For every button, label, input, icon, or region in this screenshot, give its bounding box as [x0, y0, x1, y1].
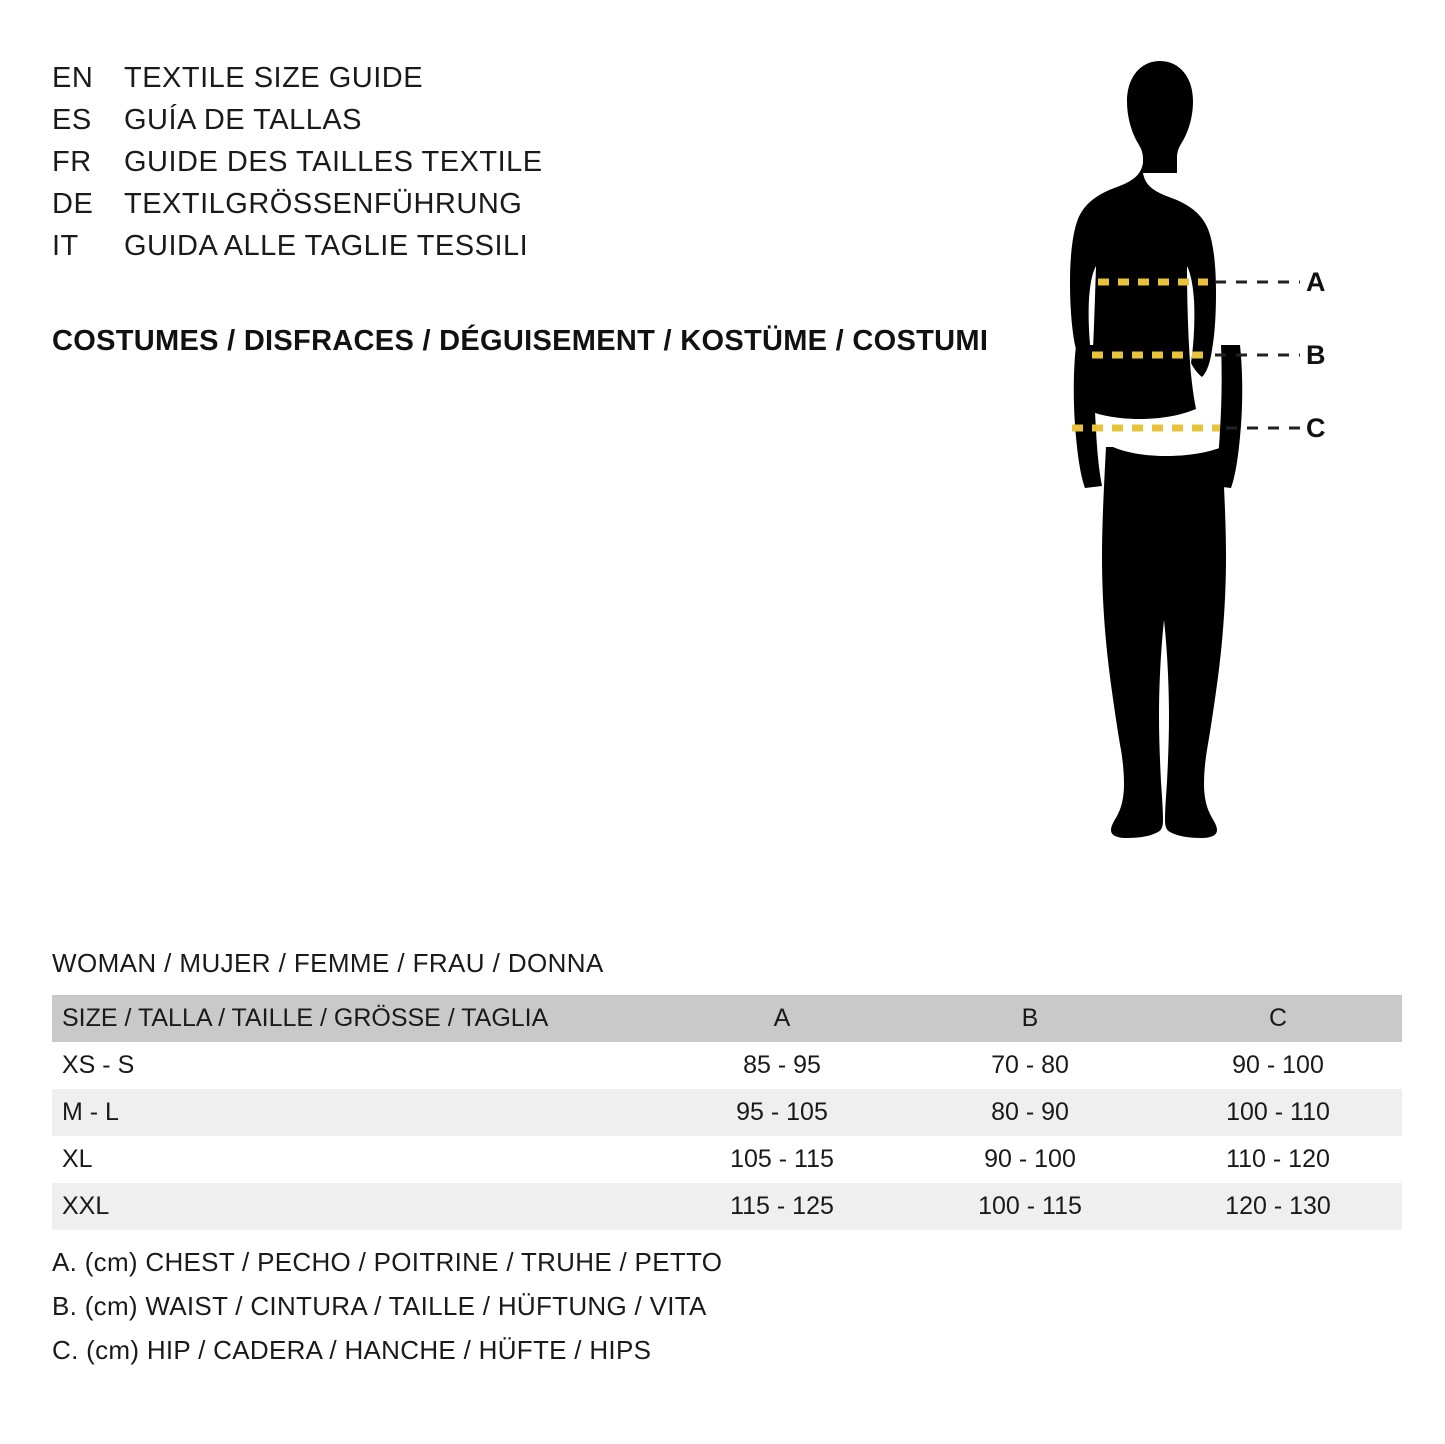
- language-title: TEXTILE SIZE GUIDE: [124, 62, 424, 94]
- language-code: IT: [52, 230, 79, 262]
- language-row: [52, 104, 1032, 146]
- cell-c: 90 - 100: [1154, 1042, 1402, 1089]
- language-code: EN: [52, 62, 94, 94]
- cell-size: XL: [52, 1136, 658, 1183]
- language-title-block: [52, 62, 1032, 272]
- cell-size: XXL: [52, 1183, 658, 1230]
- legend-line-b: B. (cm) WAIST / CINTURA / TAILLE / HÜFTUNG / VITA: [52, 1291, 707, 1321]
- cell-a: 95 - 105: [658, 1089, 906, 1136]
- woman-silhouette-icon: [1010, 55, 1410, 895]
- language-title: GUIDE DES TAILLES TEXTILE: [124, 146, 543, 178]
- language-title: GUIDA ALLE TAGLIE TESSILI: [124, 230, 529, 262]
- table-row: [52, 1136, 1402, 1183]
- cell-c: 110 - 120: [1154, 1136, 1402, 1183]
- cell-a: 105 - 115: [658, 1136, 906, 1183]
- language-code: DE: [52, 188, 94, 220]
- language-row: [52, 62, 1032, 104]
- cell-b: 70 - 80: [906, 1042, 1154, 1089]
- language-title: TEXTILGRÖSSENFÜHRUNG: [124, 188, 523, 220]
- marker-label-a: A: [1306, 267, 1326, 297]
- cell-size: M - L: [52, 1089, 658, 1136]
- size-table: [52, 995, 1402, 1230]
- measurement-legend: [52, 1240, 722, 1372]
- language-row: [52, 230, 1032, 272]
- language-code: FR: [52, 146, 92, 178]
- cell-b: 90 - 100: [906, 1136, 1154, 1183]
- cell-c: 120 - 130: [1154, 1183, 1402, 1230]
- language-row: [52, 146, 1032, 188]
- cell-b: 100 - 115: [906, 1183, 1154, 1230]
- language-title: GUÍA DE TALLAS: [124, 104, 363, 136]
- marker-label-c: C: [1306, 413, 1326, 443]
- cell-a: 85 - 95: [658, 1042, 906, 1089]
- table-caption: WOMAN / MUJER / FEMME / FRAU / DONNA: [52, 948, 604, 978]
- cell-b: 80 - 90: [906, 1089, 1154, 1136]
- table-header-size: SIZE / TALLA / TAILLE / GRÖSSE / TAGLIA: [52, 995, 658, 1042]
- table-row: [52, 1183, 1402, 1230]
- table-header-row: [52, 995, 1402, 1042]
- cell-size: XS - S: [52, 1042, 658, 1089]
- cell-c: 100 - 110: [1154, 1089, 1402, 1136]
- language-row: [52, 188, 1032, 230]
- table-header-c: C: [1154, 995, 1402, 1042]
- table-header-a: A: [658, 995, 906, 1042]
- table-row: [52, 1089, 1402, 1136]
- cell-a: 115 - 125: [658, 1183, 906, 1230]
- legend-line-c: C. (cm) HIP / CADERA / HANCHE / HÜFTE / HIPS: [52, 1335, 652, 1365]
- table-row: [52, 1042, 1402, 1089]
- table-header-b: B: [906, 995, 1154, 1042]
- legend-line-a: A. (cm) CHEST / PECHO / POITRINE / TRUHE / PETTO: [52, 1247, 723, 1277]
- costumes-subtitle: COSTUMES / DISFRACES / DÉGUISEMENT / KOSTÜME / COSTUMI: [52, 325, 989, 357]
- size-table-section: [52, 948, 1392, 1230]
- marker-label-b: B: [1306, 340, 1326, 370]
- measurement-figure: [1010, 55, 1410, 895]
- language-code: ES: [52, 104, 92, 136]
